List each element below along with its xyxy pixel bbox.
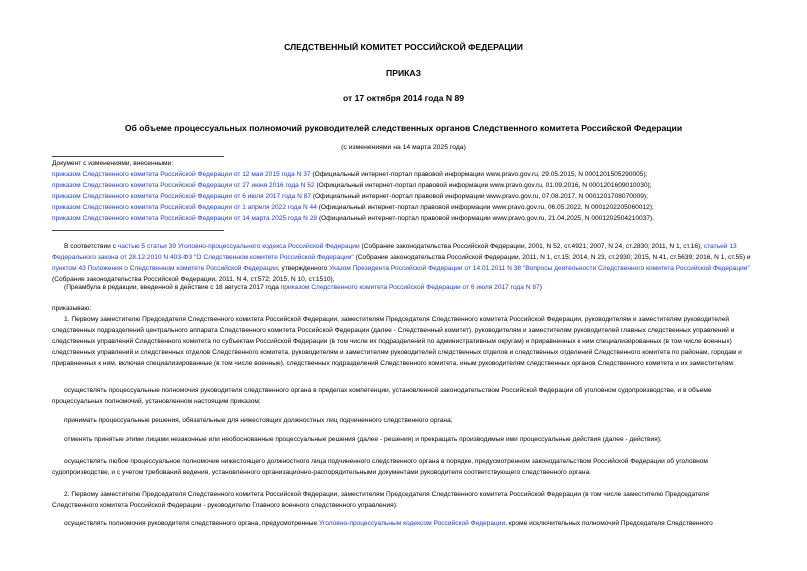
subitem: осуществлять процессуальные полномочия руководителя следственного органа в пределах компетенции, установленной законодательством Российской Федерации об уголовном судопроизводстве, и в объеме процессуальных полномочий, установленном настоящим приказом;: [52, 387, 712, 405]
bottom-divider: [52, 230, 224, 231]
regulation-link[interactable]: пунктом 43 Положения о Следственном комитете Российской Федерации: [52, 265, 278, 272]
amendment-line: [52, 170, 648, 179]
organization-heading: СЛЕДСТВЕННЫЙ КОМИТЕТ РОССИЙСКОЙ ФЕДЕРАЦИИ: [284, 42, 523, 52]
preamble-paragraph: [52, 241, 752, 285]
subitem: принимать процессуальные решения, обязательные для нижестоящих должностных лиц подчиненного следственного органа;: [64, 417, 453, 424]
top-divider: [52, 156, 224, 157]
amendment-line: [52, 192, 648, 201]
presidential-decree-link[interactable]: Указом Президента Российской Федерации от 14.01.2011 N 38 "Вопросы деятельности Следственного комитета Российской Федерации": [329, 265, 750, 272]
item-2: 2. Первому заместителю Председателя Следственного комитета Российской Федерации, заместителям Председателя Следственного комитета Российской Федерации (в том числе заместителю Председателя Следственного комитета Российской Федерации - руководителю Главного военного следственного управления):: [52, 491, 709, 509]
subitem: [52, 518, 752, 529]
preamble-note-text: ): [539, 284, 542, 291]
criminal-procedure-code-link[interactable]: Уголовно-процессуальным кодексом Российской Федерации: [319, 520, 506, 527]
amendment-link[interactable]: приказом Следственного комитета Российской Федерации от 27 июня 2016 года N 52: [52, 182, 315, 189]
amendment-line: [52, 214, 654, 223]
preamble-note-text: (Преамбула в редакции, введенной в действие с 18 августа 2017 года: [64, 284, 281, 291]
preamble-text: (Собрание законодательства Российской Федерации, 2001, N 52, ст.4921; 2007, N 24, ст.2830; 2011, N 1, ст.16),: [359, 243, 704, 250]
subitem: отменять принятые этими лицами незаконные или необоснованные процессуальные решения (далее - решения) и прекращать производимые ими процессуальные действия (далее - действия);: [64, 436, 662, 443]
subitem-text: осуществлять полномочия руководителя следственного органа, предусмотренные: [64, 520, 320, 527]
amendment-source: (Официальный интернет-портал правовой информации www.pravo.gov.ru, 01.09.2016, N 0001201609010030);: [314, 182, 652, 189]
document-title: Об объеме процессуальных полномочий руководителей следственных органов Следственного комитета Российской Федерации: [124, 123, 683, 133]
document-type-heading: ПРИКАЗ: [386, 68, 421, 78]
item-1: 1. Первому заместителю Председателя Следственного комитета Российской Федерации, заместителям Председателя Следственного комитета Российской Федерации, руководителям и заместителям руководителей следственных подразделений центрального аппарата Следственного комитета Российской Федерации (далее - Следственный комитет), руководителям и заместителям руководителей главных следственных управлений и следственных управлений Следственного комитета по субъектам Российской Федерации (в том числе их подразделений по административным округам) и приравненных к ним специализированных (в том числе военных) следственных управлений и следственных отделов Следственного комитета, руководителям и заместителям руководителей следственных отделов и следственных отделений Следственного комитета по районам, городам и приравненных к ним, включая специализированные (в том числе военные), следственных подразделений Следственного комитета, иным руководителям следственных органов Следственного комитета и их заместителям:: [52, 316, 742, 367]
order-word: приказываю:: [52, 305, 92, 312]
amendment-line: [52, 203, 654, 212]
preamble-text: В соответствии с: [64, 243, 118, 250]
amendment-source: (Официальный интернет-портал правовой информации www.pravo.gov.ru, 21.04.2025, N 0001202504210037).: [317, 215, 655, 222]
preamble-note-link[interactable]: приказом Следственного комитета Российской Федерации от 6 июля 2017 года N 87: [280, 284, 540, 291]
amendment-link[interactable]: приказом Следственного комитета Российской Федерации от 1 апреля 2022 года N 44: [52, 204, 317, 211]
amendment-link[interactable]: приказом Следственного комитета Российской Федерации от 6 июля 2017 года N 87: [52, 193, 312, 200]
date-number-heading: от 17 октября 2014 года N 89: [342, 93, 465, 103]
amendment-link[interactable]: приказом Следственного комитета Российской Федерации от 12 мая 2015 года N 37: [52, 171, 311, 178]
preamble-note: [52, 282, 752, 293]
preamble-text: , утвержденного: [277, 265, 330, 272]
revision-note: (с изменениями на 14 марта 2025 года): [341, 144, 466, 151]
subitem: осуществлять любое процессуальное полномочие нижестоящего должностного лица подчиненного следственного органа в порядке, предусмотренном законодательством Российской Федерации об уголовном судопроизводстве, и с учетом требований ведения, установленного организационно-распорядительными документами руководителя соответствующего следственного органа.: [52, 458, 708, 476]
amendments-intro: Документ с изменениями, внесенными:: [52, 160, 174, 167]
amendment-link[interactable]: приказом Следственного комитета Российской Федерации от 14 марта 2025 года N 28: [52, 215, 318, 222]
subitem-text: , кроме исключительных полномочий Председателя Следственного: [505, 520, 713, 527]
amendment-source: (Официальный интернет-портал правовой информации www.pravo.gov.ru, 07.08.2017, N 0001201708070009);: [311, 193, 648, 200]
preamble-text: (Собрание законодательства Российской Федерации, 2011, N 1, ст.15; 2014, N 23, ст.2930; 2015, N 41, ст.5639; 2016, N 1, ст.55) и: [353, 254, 751, 261]
federal-law-link[interactable]: статьей 13 Федерального закона от 28.12.2010 N 403-ФЗ "О Следственном комитете Российской Федерации": [52, 243, 737, 261]
amendment-source: (Официальный интернет-портал правовой информации www.pravo.gov.ru, 06.05.2022, N 0001202205060012);: [316, 204, 654, 211]
amendment-source: (Официальный интернет-портал правовой информации www.pravo.gov.ru, 29.05.2015, N 0001201505290005);: [310, 171, 648, 178]
amendment-line: [52, 181, 652, 190]
preamble-text: (Собрание законодательства Российской Федерации, 2011, N 4, ст.572; 2015, N 10, ст.1510),: [52, 276, 335, 283]
code-article-link[interactable]: частью 5 статьи 39 Уголовно-процессуального кодекса Российской Федерации: [117, 243, 360, 250]
